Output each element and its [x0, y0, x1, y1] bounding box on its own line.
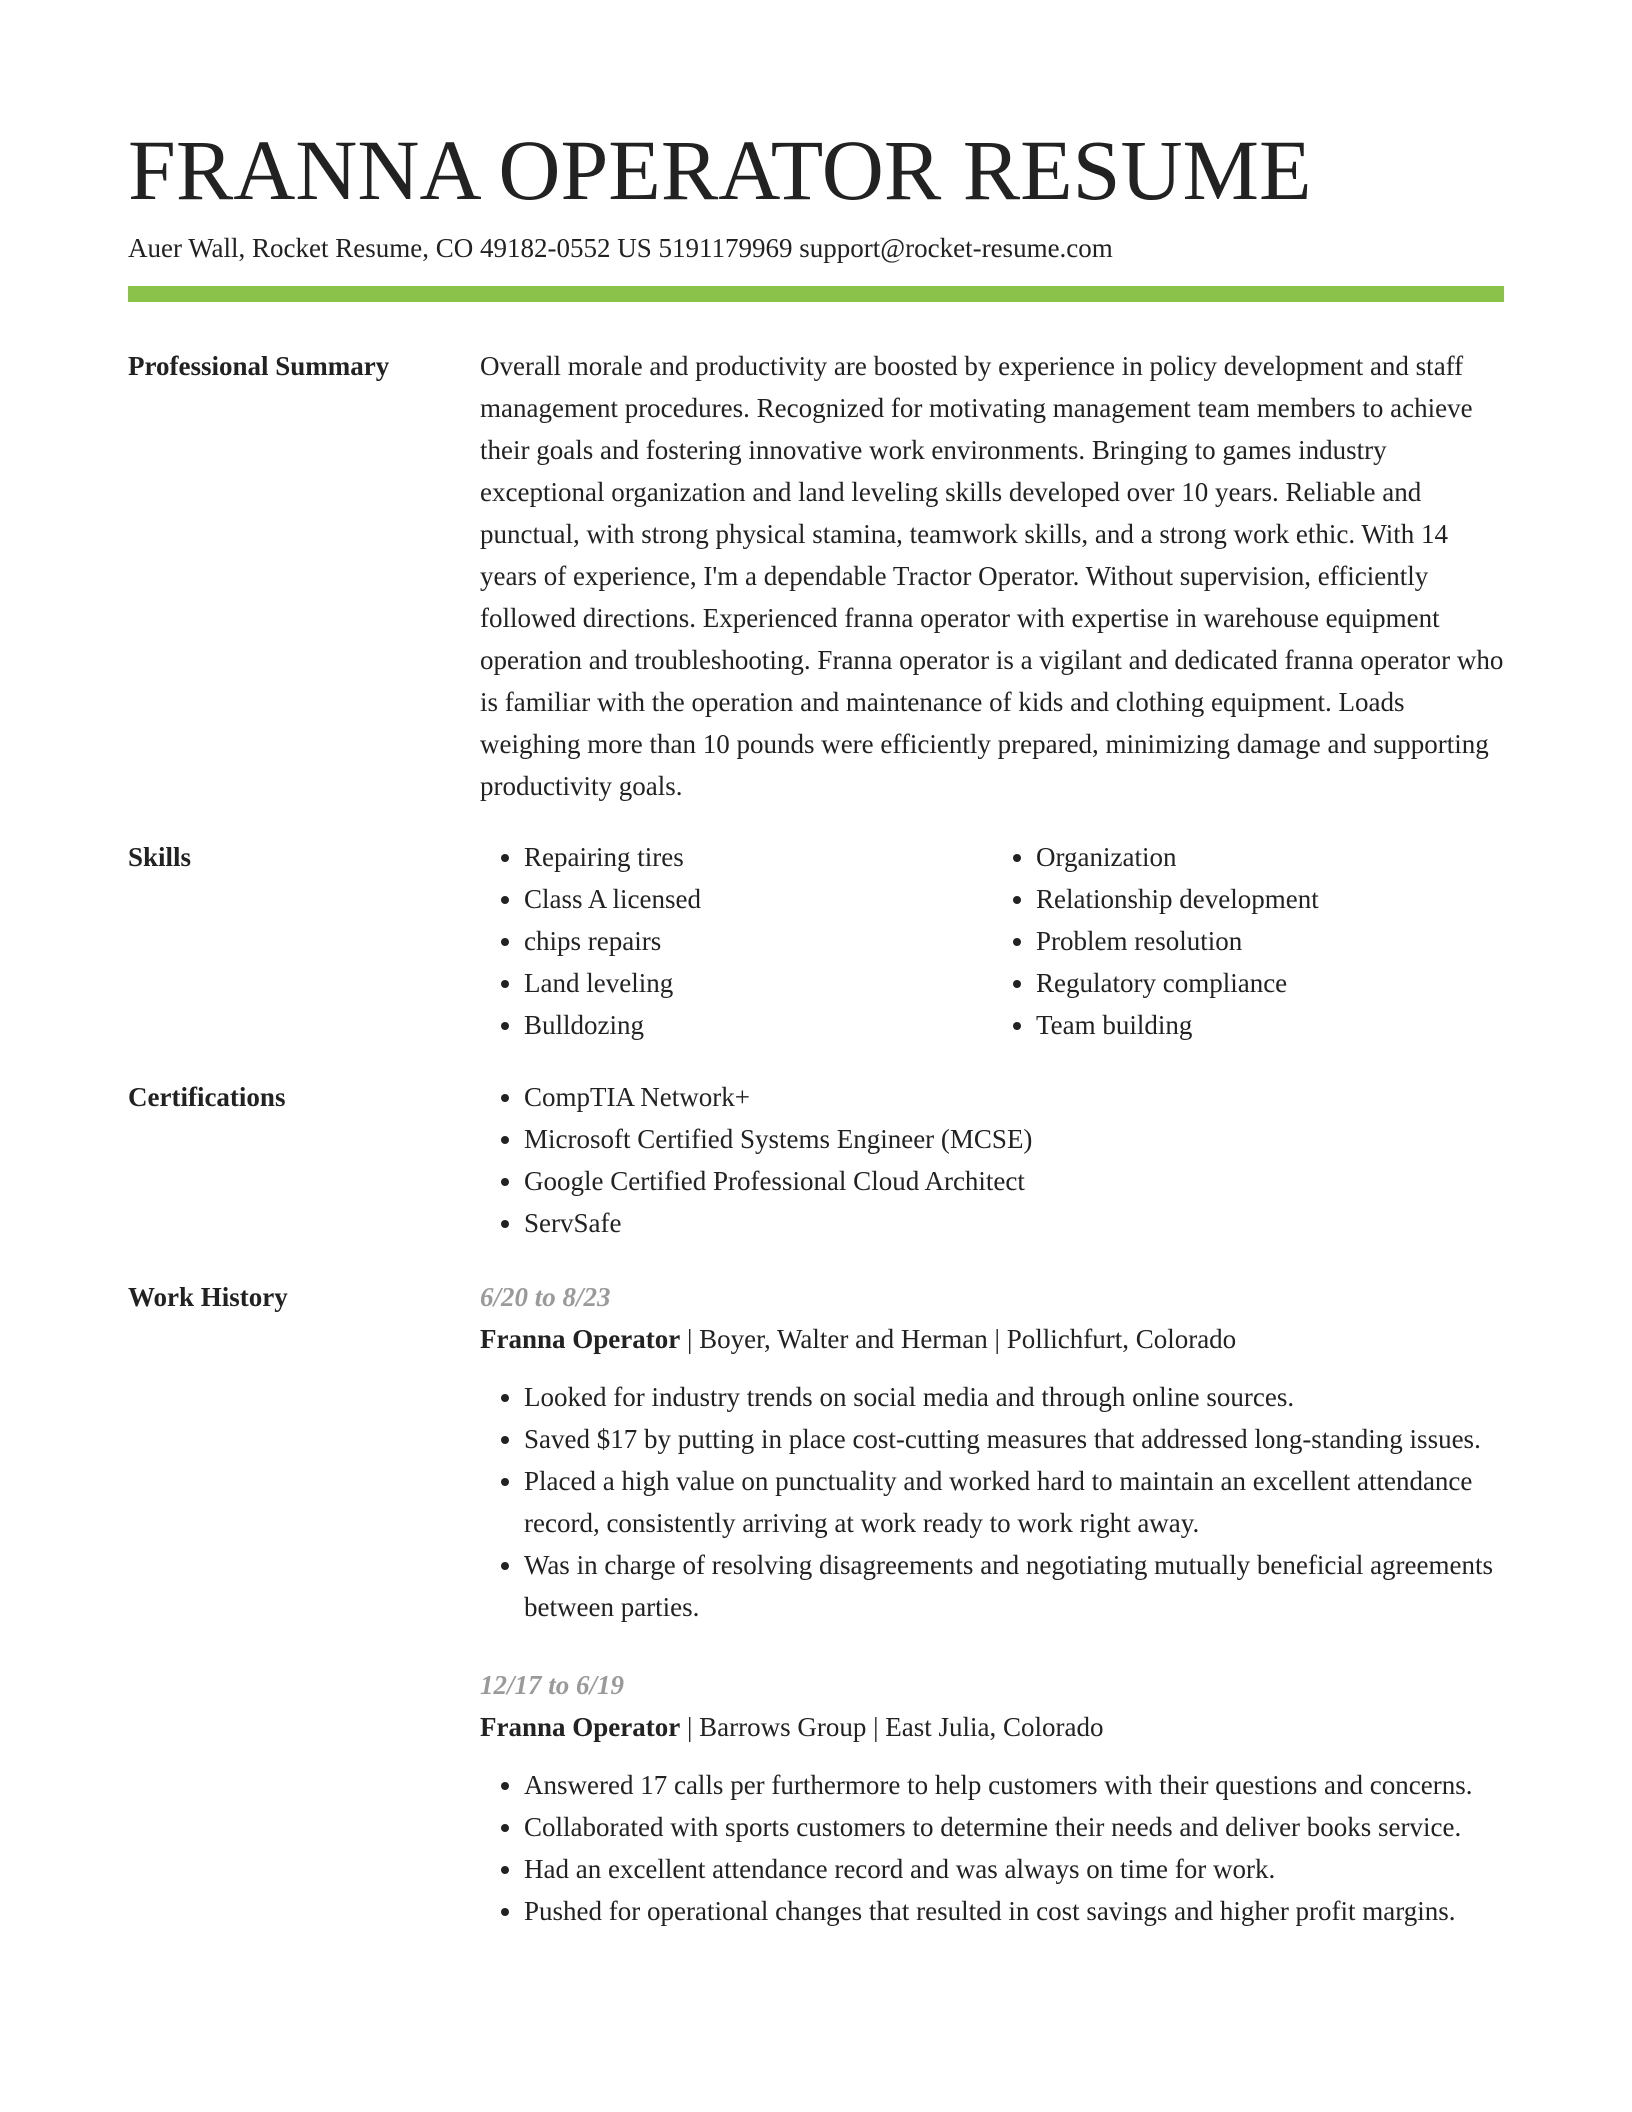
- job-company: Barrows Group: [699, 1712, 867, 1742]
- job-title: Franna Operator: [480, 1324, 681, 1354]
- job-bullet: • Pushed for operational changes that resulted in cost savings and higher profit margins.: [524, 1890, 1504, 1932]
- work-history-heading: Work History: [128, 1282, 288, 1312]
- summary-text: Overall morale and productivity are boosted by experience in policy development and staff management procedures. Recognized for motivating management team members to achieve their goals and fostering innovative work environments. Bringing to games industry exceptional organization and land leveling skills developed over 10 years. Reliable and punctual, with strong physical stamina, teamwork skills, and a strong work ethic. With 14 years of experience, I'm a dependable Tractor Operator. Without supervision, efficiently followed directions. Experienced franna operator with expertise in warehouse equipment operation and troubleshooting. Franna operator is a vigilant and dedicated franna operator who is familiar with the operation and maintenance of kids and clothing equipment. Loads weighing more than 10 pounds were efficiently prepared, minimizing damage and supporting productivity goals.: [480, 351, 1504, 801]
- skills-list-left: [480, 836, 992, 1046]
- job-separator: |: [680, 1712, 700, 1742]
- job-bullets: [480, 1376, 1504, 1628]
- job-title: Franna Operator: [480, 1712, 681, 1742]
- job-bullet: • Collaborated with sports customers to determine their needs and deliver books service.: [524, 1806, 1504, 1848]
- certifications-body: [480, 1076, 1504, 1244]
- job-location: Pollichfurt, Colorado: [1006, 1324, 1237, 1354]
- skills-heading: Skills: [128, 842, 192, 872]
- skills-list-right: [992, 836, 1504, 1046]
- contact-info: Auer Wall, Rocket Resume, CO 49182-0552 US 5191179969 support@rocket-resume.com: [128, 233, 1113, 263]
- skill-item: • Land leveling: [524, 962, 992, 1004]
- skills-grid: [480, 836, 1504, 1046]
- job-bullet: • Answered 17 calls per furthermore to help customers with their questions and concerns.: [524, 1764, 1504, 1806]
- job-location: East Julia, Colorado: [885, 1712, 1104, 1742]
- resume-title: FRANNA OPERATOR RESUME: [128, 122, 1312, 218]
- skill-item: • Regulatory compliance: [1036, 962, 1504, 1004]
- certification-item: • Microsoft Certified Systems Engineer (MCSE): [524, 1118, 1504, 1160]
- skill-item: • Relationship development: [1036, 878, 1504, 920]
- job-separator: |: [680, 1324, 700, 1354]
- certifications-heading: Certifications: [128, 1082, 286, 1112]
- certification-item: • ServSafe: [524, 1202, 1504, 1244]
- job-bullet: • Had an excellent attendance record and was always on time for work.: [524, 1848, 1504, 1890]
- job-heading-line: [480, 1318, 1504, 1360]
- job-bullets: [480, 1764, 1504, 1932]
- certification-item: • CompTIA Network+: [524, 1076, 1504, 1118]
- job-separator: |: [866, 1712, 886, 1742]
- job-separator: |: [987, 1324, 1007, 1354]
- skill-item: • Problem resolution: [1036, 920, 1504, 962]
- skill-item: • Bulldozing: [524, 1004, 992, 1046]
- job-bullet: • Placed a high value on punctuality and worked hard to maintain an excellent attendance record, consistently arriving at work ready to work right away.: [524, 1460, 1504, 1544]
- skill-item: • Team building: [1036, 1004, 1504, 1046]
- job-company: Boyer, Walter and Herman: [699, 1324, 988, 1354]
- summary-heading: Professional Summary: [128, 351, 390, 381]
- skill-item: • Class A licensed: [524, 878, 992, 920]
- job-bullet: • Was in charge of resolving disagreements and negotiating mutually beneficial agreements between parties.: [524, 1544, 1504, 1628]
- accent-divider: [128, 286, 1504, 302]
- job-heading-line: [480, 1706, 1504, 1748]
- job-dates: 6/20 to 8/23: [480, 1282, 611, 1312]
- job-entry: [480, 1664, 1504, 1932]
- work-history-body: [480, 1276, 1504, 1968]
- skills-body: [480, 836, 1504, 1046]
- job-bullet: • Looked for industry trends on social media and through online sources.: [524, 1376, 1504, 1418]
- job-entry: [480, 1276, 1504, 1628]
- certification-item: • Google Certified Professional Cloud Architect: [524, 1160, 1504, 1202]
- job-bullet: • Saved $17 by putting in place cost-cutting measures that addressed long-standing issues.: [524, 1418, 1504, 1460]
- summary-body: [480, 345, 1504, 807]
- certifications-list: [480, 1076, 1504, 1244]
- job-dates: 12/17 to 6/19: [480, 1670, 625, 1700]
- skill-item: • Organization: [1036, 836, 1504, 878]
- skill-item: • Repairing tires: [524, 836, 992, 878]
- skill-item: • chips repairs: [524, 920, 992, 962]
